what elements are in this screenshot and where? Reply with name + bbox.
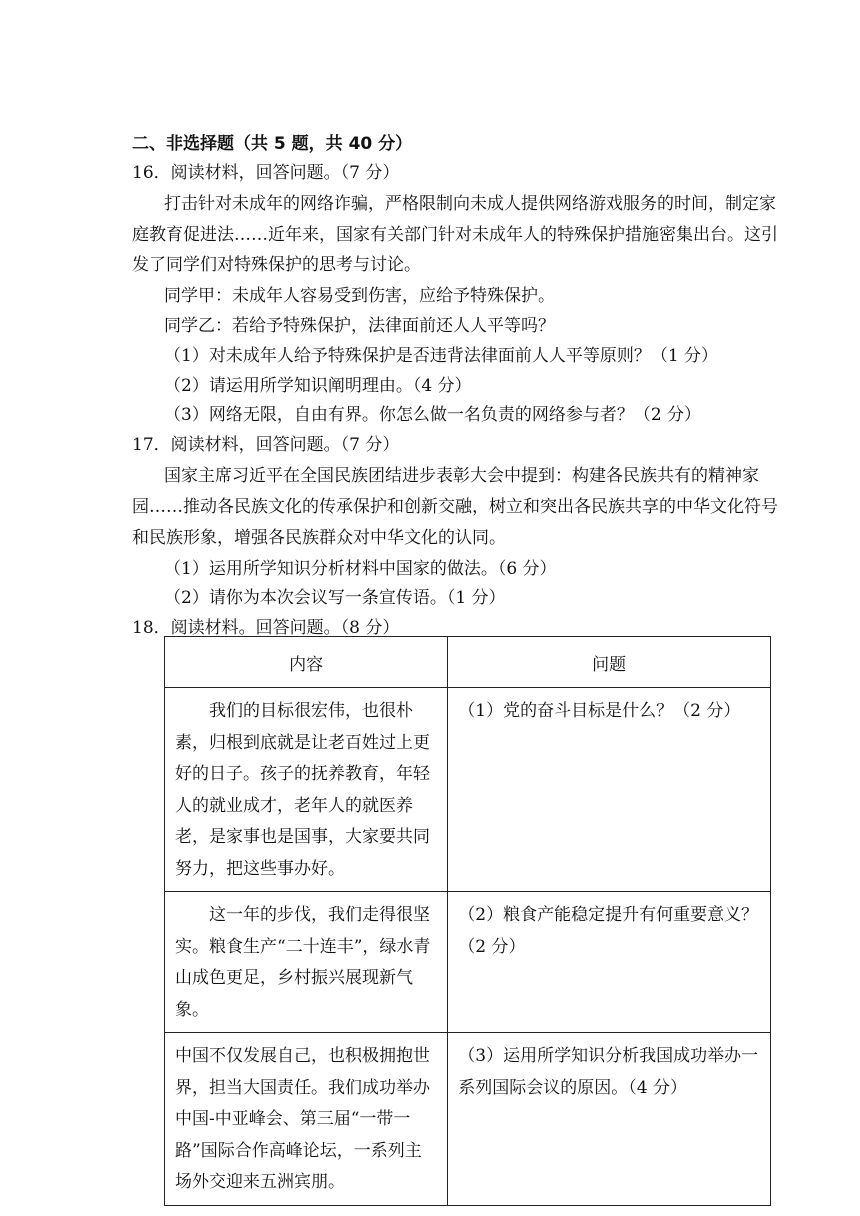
table-header-row xyxy=(165,637,771,688)
q16-heading: 16．阅读材料，回答问题。（7 分） xyxy=(132,163,400,183)
q17-question-1: （1）运用所学知识分析材料中国家的做法。（6 分） xyxy=(164,559,557,579)
table-cell-question xyxy=(448,688,771,892)
q16-question-1: （1）对未成年人给予特殊保护是否违背法律面前人人平等原则？（1 分） xyxy=(164,346,719,366)
table-cell-content xyxy=(165,892,448,1033)
q18-heading: 18．阅读材料。回答问题。（8 分） xyxy=(132,618,400,638)
table-cell-content xyxy=(165,688,448,892)
cell-text-line: 老，是家事也是国事，大家要共同 xyxy=(175,827,430,847)
q17-material-line-3: 和民族形象，增强各民族群众对中华文化的认同。 xyxy=(132,528,506,548)
q16-student-a: 同学甲：未成年人容易受到伤害，应给予特殊保护。 xyxy=(164,286,555,306)
q18-table xyxy=(164,636,771,1206)
cell-text-line: 中国不仅发展自己，也积极拥抱世 xyxy=(175,1046,430,1066)
q17-question-2: （2）请你为本次会议写一条宣传语。（1 分） xyxy=(164,588,506,608)
cell-text-line: （3）运用所学知识分析我国成功举办一 xyxy=(458,1046,759,1066)
cell-text-line: 努力，把这些事办好。 xyxy=(175,858,345,879)
q16-material-line-3: 发了同学们对特殊保护的思考与讨论。 xyxy=(132,255,421,275)
cell-text-line: 场外交迎来五洲宾朋。 xyxy=(175,1172,345,1192)
table-cell-content xyxy=(165,1033,448,1206)
cell-text-line: 系列国际会议的原因。（4 分） xyxy=(458,1077,688,1098)
table-header-question: 问题 xyxy=(448,637,771,688)
section-title: 二、非选择题（共 5 题，共 40 分） xyxy=(132,134,413,154)
cell-text-line: 中国-中亚峰会、第三届“一带一 xyxy=(175,1109,411,1129)
cell-text-line: （1）党的奋斗目标是什么？（2 分） xyxy=(458,701,741,721)
q16-student-b: 同学乙：若给予特殊保护，法律面前还人人平等吗？ xyxy=(164,316,555,336)
q16-question-3: （3）网络无限，自由有界。你怎么做一名负责的网络参与者？（2 分） xyxy=(164,405,702,425)
cell-text-line: （2 分） xyxy=(458,936,526,957)
table-cell-question xyxy=(448,1033,771,1206)
cell-text-line: 山成色更足，乡村振兴展现新气 xyxy=(175,968,413,988)
cell-text-line: 人的就业成才，老年人的就医养 xyxy=(175,795,413,816)
cell-text-line: 这一年的步伐，我们走得很坚 xyxy=(209,905,430,925)
cell-text-line: 象。 xyxy=(175,999,209,1020)
cell-text-line: 路”国际合作高峰论坛，一系列主 xyxy=(175,1140,422,1161)
q17-heading: 17．阅读材料，回答问题。（7 分） xyxy=(132,435,400,455)
cell-text-line: 我们的目标很宏伟，也很朴 xyxy=(209,701,413,721)
q16-question-2: （2）请运用所学知识阐明理由。（4 分） xyxy=(164,376,472,396)
table-header-content: 内容 xyxy=(165,637,448,688)
q17-material-line-2: 园……推动各民族文化的传承保护和创新交融，树立和突出各民族共享的中华文化符号 xyxy=(132,497,778,517)
table-row xyxy=(165,892,771,1033)
q16-material-line-1: 打击针对未成年的网络诈骗，严格限制向未成人提供网络游戏服务的时间，制定家 xyxy=(164,194,776,214)
q17-material-line-1: 国家主席习近平在全国民族团结进步表彰大会中提到：构建各民族共有的精神家 xyxy=(164,466,759,486)
cell-text-line: 界，担当大国责任。我们成功举办 xyxy=(175,1077,430,1098)
cell-text-line: 好的日子。孩子的抚养教育，年轻 xyxy=(175,764,430,784)
cell-text-line: （2）粮食产能稳定提升有何重要意义？ xyxy=(458,905,759,925)
table-row xyxy=(165,688,771,892)
cell-text-line: 素，归根到底就是让老百姓过上更 xyxy=(175,732,430,753)
q16-material-line-2: 庭教育促进法……近年来，国家有关部门针对未成年人的特殊保护措施密集出台。这引 xyxy=(132,225,778,245)
table-row xyxy=(165,1033,771,1206)
cell-text-line: 实。粮食生产“二十连丰”，绿水青 xyxy=(175,936,431,957)
table-cell-question xyxy=(448,892,771,1033)
